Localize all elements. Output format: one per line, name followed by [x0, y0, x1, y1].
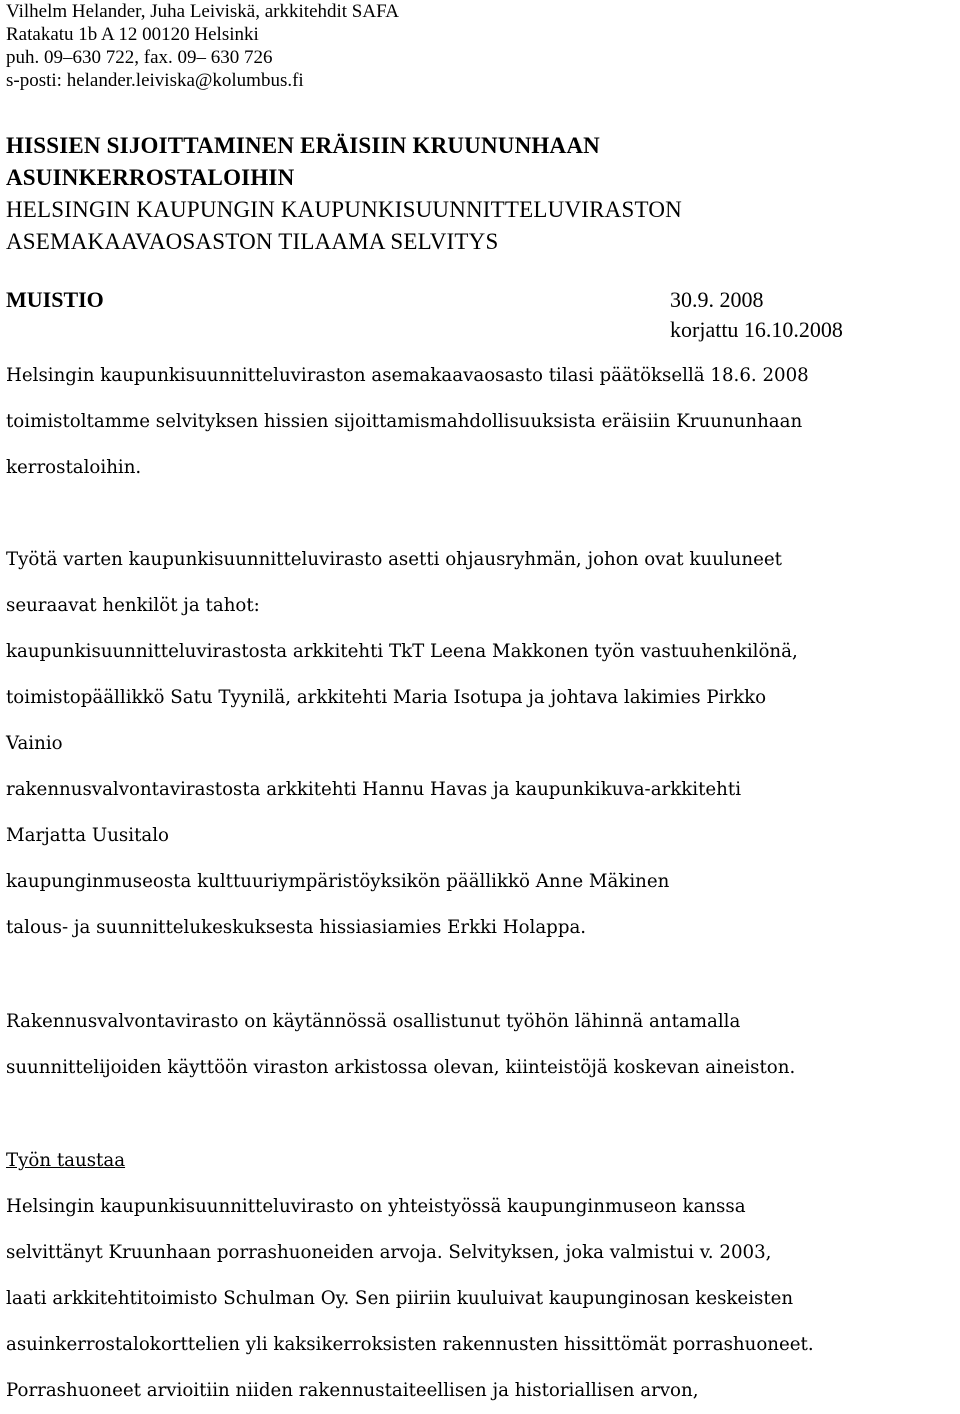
subtitle-line-1: HELSINGIN KAUPUNGIN KAUPUNKISUUNNITTELUVIRASTON — [6, 197, 682, 222]
paragraph-steering-group — [6, 537, 956, 951]
paragraph-line: toimistopäällikkö Satu Tyynilä, arkkitehti Maria Isotupa ja johtava lakimies Pirkko — [6, 687, 767, 708]
paragraph-line: kaupunginmuseosta kulttuuriympäristöyksikön päällikkö Anne Mäkinen — [6, 871, 670, 892]
paragraph-building-control — [6, 999, 956, 1091]
paragraph-line: rakennusvalvontavirastosta arkkitehti Hannu Havas ja kaupunkikuva-arkkitehti — [6, 779, 742, 800]
paragraph-line: Vainio — [6, 733, 63, 754]
sender-address-block — [6, 0, 399, 92]
subtitle-line-2: ASEMAKAAVAOSASTON TILAAMA SELVITYS — [6, 229, 499, 254]
paragraph-line: toimistoltamme selvityksen hissien sijoittamismahdollisuuksista eräisiin Kruununhaan — [6, 411, 803, 432]
paragraph-line: Porrashuoneet arvioitiin niiden rakennustaiteellisen ja historiallisen arvon, — [6, 1380, 699, 1401]
sender-email: s-posti: helander.leiviska@kolumbus.fi — [6, 70, 304, 91]
sender-street-address: Ratakatu 1b A 12 00120 Helsinki — [6, 24, 259, 45]
paragraph-line: Helsingin kaupunkisuunnitteluvirasto on yhteistyössä kaupunginmuseon kanssa — [6, 1196, 746, 1217]
paragraph-line: kaupunkisuunnitteluvirastosta arkkitehti TkT Leena Makkonen työn vastuuhenkilönä, — [6, 641, 798, 662]
memo-revised-date: korjattu 16.10.2008 — [670, 317, 843, 342]
paragraph-background — [6, 1184, 956, 1414]
title-line-1: HISSIEN SIJOITTAMINEN ERÄISIIN KRUUNUNHAAN — [6, 133, 600, 158]
paragraph-line: Marjatta Uusitalo — [6, 825, 169, 846]
document-title — [6, 130, 682, 258]
paragraph-assignment — [6, 353, 956, 491]
paragraph-line: Työtä varten kaupunkisuunnitteluvirasto asetti ohjausryhmän, johon ovat kuuluneet — [6, 549, 782, 570]
paragraph-line: seuraavat henkilöt ja tahot: — [6, 595, 260, 616]
memo-date: 30.9. 2008 — [670, 287, 764, 312]
title-line-2: ASUINKERROSTALOIHIN — [6, 165, 295, 190]
paragraph-line: talous- ja suunnittelukeskuksesta hissiasiamies Erkki Holappa. — [6, 917, 587, 938]
sender-names: Vilhelm Helander, Juha Leiviskä, arkkitehdit SAFA — [6, 1, 399, 22]
memo-label: MUISTIO — [6, 287, 104, 312]
paragraph-line: suunnittelijoiden käyttöön viraston arkistossa olevan, kiinteistöjä koskevan aineiston. — [6, 1057, 796, 1078]
sender-phone-fax: puh. 09–630 722, fax. 09– 630 726 — [6, 47, 273, 68]
paragraph-line: asuinkerrostalokorttelien yli kaksikerroksisten rakennusten hissittömät porrashuoneet. — [6, 1334, 814, 1355]
paragraph-line: kerrostaloihin. — [6, 457, 142, 478]
paragraph-line: Helsingin kaupunkisuunnitteluviraston asemakaavaosasto tilasi päätöksellä 18.6. 2008 — [6, 365, 809, 386]
paragraph-line: Rakennusvalvontavirasto on käytännössä osallistunut työhön lähinnä antamalla — [6, 1011, 741, 1032]
paragraph-line: laati arkkitehtitoimisto Schulman Oy. Sen piiriin kuuluivat kaupunginosan keskeisten — [6, 1288, 794, 1309]
paragraph-line: selvittänyt Kruunhaan porrashuoneiden arvoja. Selvityksen, joka valmistui v. 2003, — [6, 1242, 772, 1263]
section-heading: Työn taustaa — [6, 1150, 126, 1171]
